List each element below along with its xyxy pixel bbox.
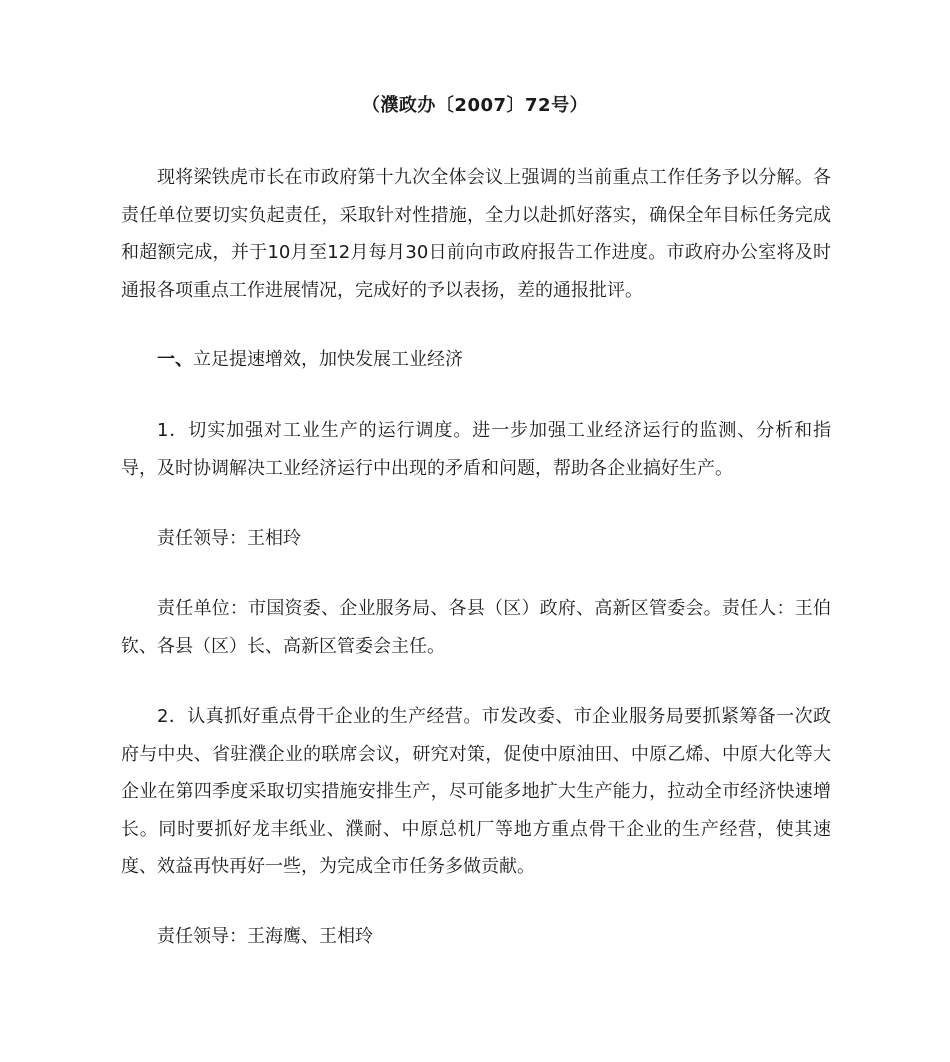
intro-paragraph: 现将梁铁虎市长在市政府第十九次全体会议上强调的当前重点工作任务予以分解。各责任单位要切实负起责任，采取针对性措施，全力以赴抓好落实，确保全年目标任务完成和超额完成，并于10月至12月每月30日前向市政府报告工作进度。市政府办公室将及时通报各项重点工作进展情况，完成好的予以表扬，差的通报批评。: [121, 167, 831, 301]
document-number: （濮政办〔2007〕72号）: [361, 95, 589, 116]
item-1-leader: 责任领导：王相玲: [157, 528, 301, 549]
item-1-paragraph: 1．切实加强对工业生产的运行调度。进一步加强工业经济运行的监测、分析和指导，及时协调解决工业经济运行中出现的矛盾和问题，帮助各企业搞好生产。: [121, 420, 831, 479]
section-heading-1: [121, 341, 831, 379]
section-heading-title: 立足提速增效，加快发展工业经济: [193, 349, 463, 370]
item-1-units: 责任单位：市国资委、企业服务局、各县（区）政府、高新区管委会。责任人：王伯钦、各县（区）长、高新区管委会主任。: [121, 598, 831, 657]
item-2-leader: 责任领导：王海鹰、王相玲: [157, 926, 373, 947]
section-heading-number: 一、: [157, 349, 193, 370]
item-2-paragraph: 2．认真抓好重点骨干企业的生产经营。市发改委、市企业服务局要抓紧筹备一次政府与中央、省驻濮企业的联席会议，研究对策，促使中原油田、中原乙烯、中原大化等大企业在第四季度采取切实措施安排生产，尽可能多地扩大生产能力，拉动全市经济快速增长。同时要抓好龙丰纸业、濮耐、中原总机厂等地方重点骨干企业的生产经营，使其速度、效益再快再好一些，为完成全市任务多做贡献。: [121, 706, 831, 877]
